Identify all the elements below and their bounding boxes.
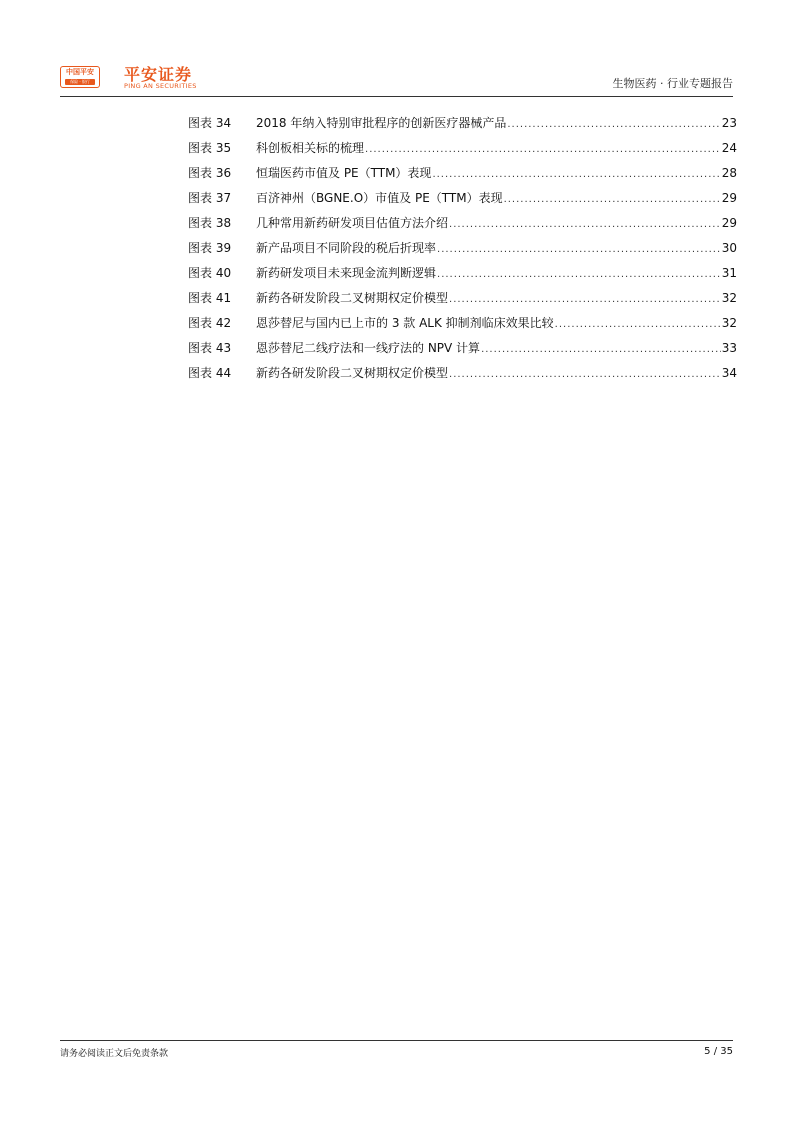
toc-entry-label: 图表 43 [188,341,232,355]
toc-dot-leader [437,269,721,280]
toc-entry-page[interactable]: 29 [721,216,737,230]
footer-page-number: 5 / 35 [704,1046,733,1057]
logo-badge-text: 中国平安 [66,68,94,76]
toc-entry[interactable] [188,364,737,389]
toc-entry-title[interactable]: 新药各研发阶段二叉树期权定价模型 [256,366,449,380]
toc-dot-leader [432,169,720,180]
toc-entry-label: 图表 34 [188,116,232,130]
toc-entry[interactable] [188,289,737,314]
page-header [60,60,733,96]
report-type: 生物医药 · 行业专题报告 [612,77,733,90]
footer-divider [60,1040,733,1041]
toc-entry-label: 图表 44 [188,366,232,380]
toc-entry-label: 图表 41 [188,291,232,305]
toc-entry-title[interactable]: 恒瑞医药市值及 PE（TTM）表现 [256,166,432,180]
toc-entry-page[interactable]: 34 [721,366,737,380]
toc-entry[interactable] [188,339,737,364]
toc-entry-page[interactable]: 33 [721,341,737,355]
footer-disclaimer: 请务必阅读正文后免责条款 [60,1049,169,1059]
pingan-logo-badge [60,66,100,88]
toc-entry-page[interactable]: 32 [721,316,737,330]
toc-dot-leader [449,294,721,305]
toc-dot-leader [449,219,721,230]
toc-entry-page[interactable]: 23 [721,116,737,130]
toc-entry-title[interactable]: 新药研发项目未来现金流判断逻辑 [256,266,437,280]
toc-entry[interactable] [188,139,737,164]
toc-entry-label: 图表 35 [188,141,232,155]
toc-entry-title[interactable]: 2018 年纳入特别审批程序的创新医疗器械产品 [256,116,507,130]
logo-badge-sub: 保险 · 银行 [70,79,90,84]
toc-dot-leader [507,119,720,130]
toc-entry[interactable] [188,214,737,239]
toc-entry-label: 图表 36 [188,166,232,180]
toc-entry-page[interactable]: 24 [721,141,737,155]
toc-entry[interactable] [188,189,737,214]
toc-entry-page[interactable]: 29 [721,191,737,205]
toc-entry-label: 图表 39 [188,241,232,255]
toc-dot-leader [365,144,721,155]
toc-entry[interactable] [188,314,737,339]
toc-entry-title[interactable]: 新药各研发阶段二叉树期权定价模型 [256,291,449,305]
logo-badge-bar [65,79,95,85]
toc-entry-title[interactable]: 几种常用新药研发项目估值方法介绍 [256,216,449,230]
brand-name-en: PING AN SECURITIES [124,82,197,90]
toc-entry[interactable] [188,239,737,264]
toc-entry-title[interactable]: 恩莎替尼二线疗法和一线疗法的 NPV 计算 [256,341,481,355]
toc-entry-page[interactable]: 32 [721,291,737,305]
toc-entry-title[interactable]: 百济神州（BGNE.O）市值及 PE（TTM）表现 [256,191,503,205]
toc-entry-title[interactable]: 恩莎替尼与国内已上市的 3 款 ALK 抑制剂临床效果比较 [256,316,554,330]
toc-dot-leader [504,194,721,205]
toc-entry[interactable] [188,114,737,139]
toc-entry-label: 图表 37 [188,191,232,205]
toc-entry-label: 图表 42 [188,316,232,330]
toc-entry-label: 图表 40 [188,266,232,280]
toc-entry-page[interactable]: 28 [721,166,737,180]
toc-entry-title[interactable]: 科创板相关标的梳理 [256,141,365,155]
toc-dot-leader [437,244,721,255]
toc-entry-label: 图表 38 [188,216,232,230]
header-divider [60,96,733,97]
toc-entry[interactable] [188,164,737,189]
toc-dot-leader [481,344,721,355]
toc-entry-page[interactable]: 30 [721,241,737,255]
toc-dot-leader [555,319,721,330]
brand-name-cn: 平安证券 [124,65,193,84]
table-of-figures [188,114,737,389]
toc-dot-leader [449,369,721,380]
toc-entry-page[interactable]: 31 [721,266,737,280]
toc-entry-title[interactable]: 新产品项目不同阶段的税后折现率 [256,241,437,255]
toc-entry[interactable] [188,264,737,289]
